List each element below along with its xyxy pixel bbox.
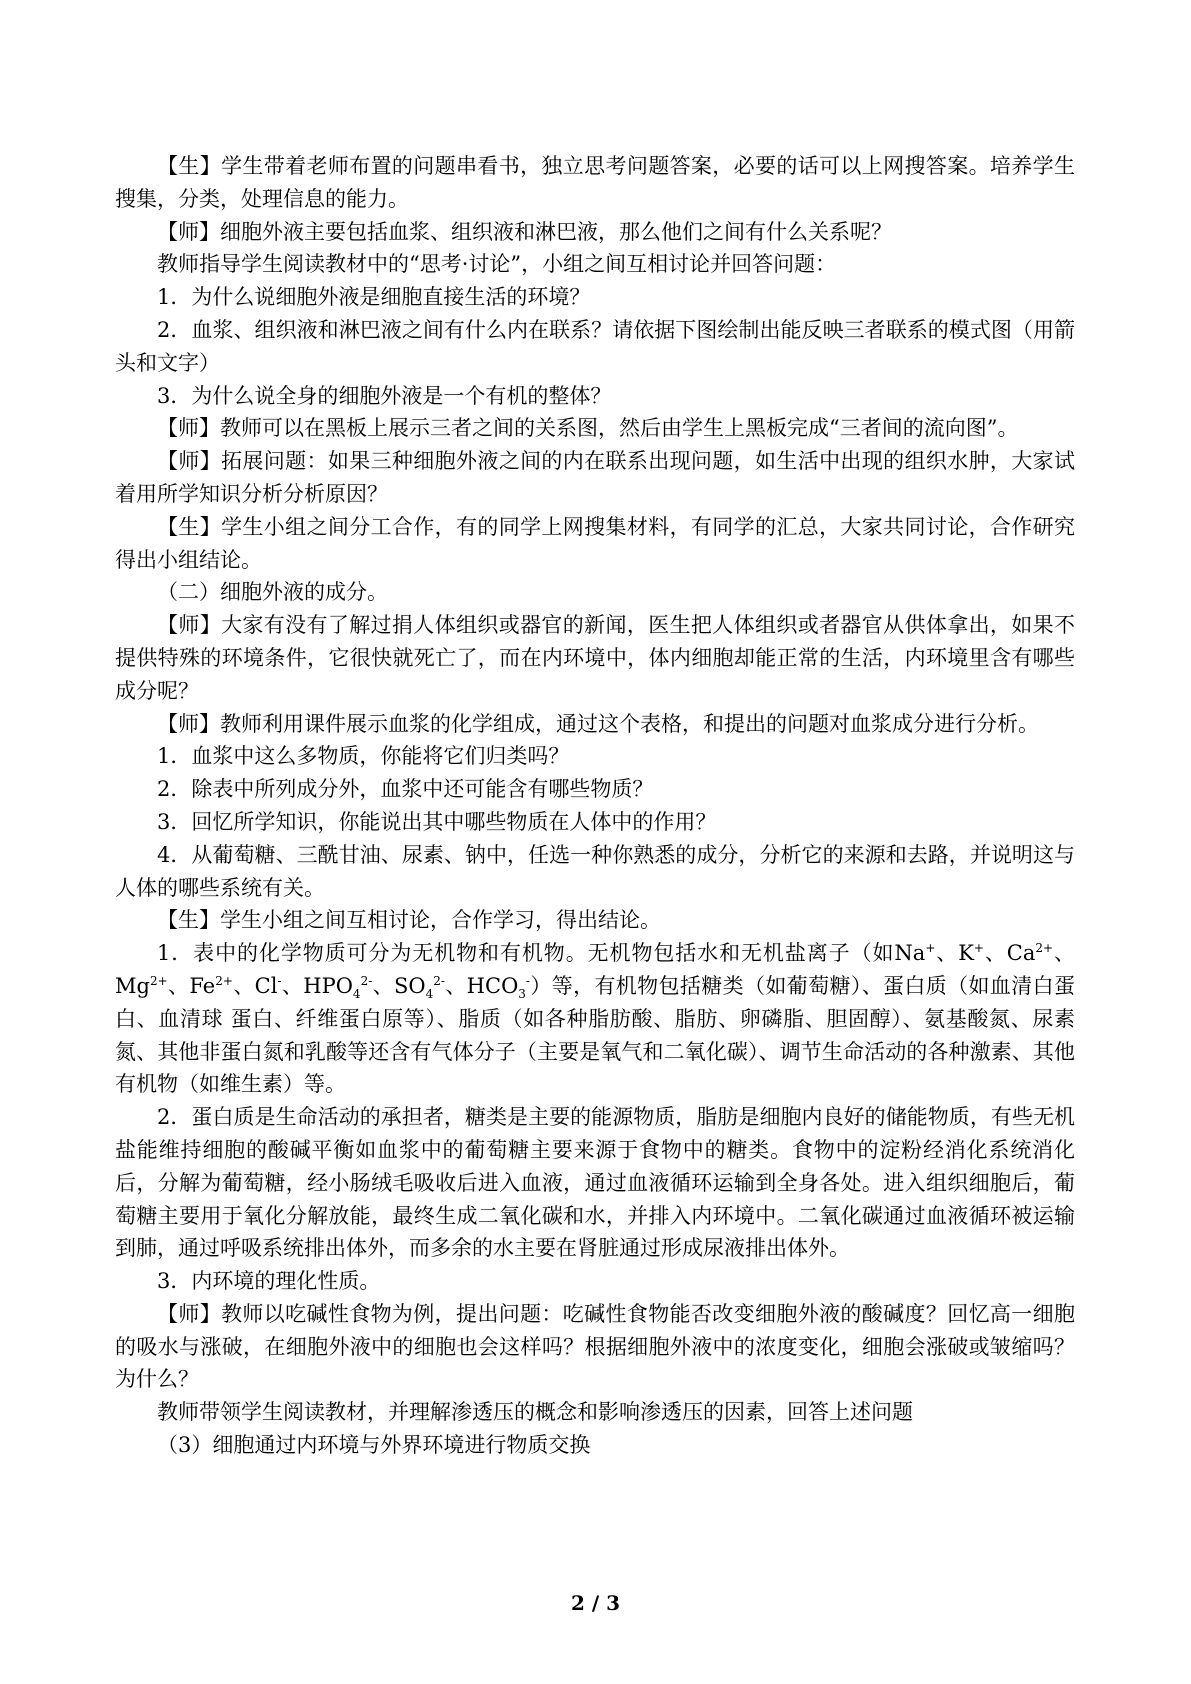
- page-number: 2 / 3: [570, 1591, 621, 1615]
- paragraph: 【师】教师可以在黑板上展示三者之间的关系图，然后由学生上黑板完成“三者间的流向图”。: [157, 416, 1019, 441]
- ion-so: 、SO: [372, 973, 426, 998]
- ion-rest: ）等，有机物包括糖类（如葡萄糖）、蛋白质（如血清白蛋白、血清球 蛋白、纤维蛋白原等）、脂质（如各种脂肪酸、脂肪、卵磷脂、胆固醇）、氨基酸氮、尿素氮、其他非蛋白氮和乳酸等还含有气体分子（主要是氧气和二氧化碳）、调节生命活动的各种激素、其他有机物（如维生素）等。: [115, 973, 1075, 1097]
- question-item: 3．回忆所学知识，你能说出其中哪些物质在人体中的作用？: [157, 809, 717, 834]
- ion-fe: 、Fe: [167, 973, 216, 998]
- question-item: 2．血浆、组织液和淋巴液之间有什么内在联系？请依据下图绘制出能反映三者联系的模式图（用箭头和文字）: [115, 317, 1075, 375]
- section-heading: （3）细胞通过内环境与外界环境进行物质交换: [157, 1433, 591, 1458]
- ion-cl: 、Cl: [232, 973, 278, 998]
- paragraph: 教师带领学生阅读教材，并理解渗透压的概念和影响渗透压的因素，回答上述问题: [157, 1400, 913, 1425]
- ion-intro: 1．表中的化学物质可分为无机物和有机物。无机物包括水和无机盐离子（如: [157, 941, 895, 966]
- section-heading: （二）细胞外液的成分。: [157, 580, 388, 605]
- paragraph: 【生】学生小组之间互相讨论，合作学习，得出结论。: [157, 908, 661, 933]
- question-item: 3．为什么说全身的细胞外液是一个有机的整体？: [157, 383, 612, 408]
- ion-so-charge: 2-: [433, 973, 445, 988]
- ion-mg: 、Mg: [115, 941, 1075, 998]
- section-heading: 3．内环境的理化性质。: [157, 1269, 381, 1294]
- ion-cl-charge: -: [277, 973, 282, 988]
- paragraph: 【生】学生小组之间分工合作，有的同学上网搜集材料，有同学的汇总，大家共同讨论，合作研究得出小组结论。: [115, 514, 1075, 572]
- ion-hpo-charge: 2-: [360, 973, 373, 988]
- paragraph: 【师】大家有没有了解过捐人体组织或器官的新闻，医生把人体组织或者器官从供体拿出，如果不提供特殊的环境条件，它很快就死亡了，而在内环境中，体内细胞却能正常的生活，内环境里含有哪些成分呢？: [115, 613, 1075, 703]
- ion-k: 、K: [935, 941, 974, 966]
- paragraph: 【师】教师以吃碱性食物为例，提出问题：吃碱性食物能否改变细胞外液的酸碱度？回忆高一细胞的吸水与涨破，在细胞外液中的细胞也会这样吗？根据细胞外液中的浓度变化，细胞会涨破或皱缩吗？为什么？: [115, 1301, 1075, 1392]
- ion-fe-charge: 2+: [215, 973, 233, 988]
- paragraph: 【生】学生带着老师布置的问题串看书，独立思考问题答案，必要的话可以上网搜答案。培养学生搜集，分类，处理信息的能力。: [115, 154, 1075, 211]
- ion-hpo-subscript: 4: [352, 987, 361, 1002]
- paragraph: 【师】细胞外液主要包括血浆、组织液和淋巴液，那么他们之间有什么关系呢？: [157, 219, 892, 244]
- ion-mg-charge: 2+: [149, 973, 168, 988]
- paragraph: 【师】拓展问题：如果三种细胞外液之间的内在联系出现问题，如生活中出现的组织水肿，大家试着用所学知识分析分析原因？: [115, 449, 1075, 506]
- question-item: 2．除表中所列成分外，血浆中还可能含有哪些物质？: [157, 777, 654, 802]
- ion-na-charge: +: [925, 941, 936, 956]
- ion-hco: 、HCO: [444, 973, 519, 998]
- question-item: 4．从葡萄糖、三酰甘油、尿素、钠中，任选一种你熟悉的成分，分析它的来源和去路，并说明这与人体的哪些系统有关。: [115, 842, 1075, 900]
- ion-na: Na: [894, 941, 926, 966]
- ion-hpo: 、HPO: [281, 973, 353, 998]
- paragraph: 教师指导学生阅读教材中的“思考·讨论”，小组之间互相讨论并回答问题：: [157, 252, 837, 277]
- ion-hco-subscript: 3: [518, 987, 526, 1002]
- ion-ca-charge: 2+: [1035, 941, 1054, 956]
- paragraph: 【师】教师利用课件展示血浆的化学组成，通过这个表格，和提出的问题对血浆成分进行分析。: [157, 711, 1039, 736]
- ion-k-charge: +: [973, 941, 984, 956]
- ion-hco-charge: -: [525, 973, 530, 988]
- ion-so-subscript: 4: [425, 987, 434, 1002]
- paragraph: 2．蛋白质是生命活动的承担者，糖类是主要的能源物质，脂肪是细胞内良好的储能物质，有些无机盐能维持细胞的酸碱平衡如血浆中的葡萄糖主要来源于食物中的糖类。食物中的淀粉经消化系统消化后，分解为葡萄糖，经小肠绒毛吸收后进入血液，通过血液循环运输到全身各处。进入组织细胞后，葡萄糖主要用于氧化分解放能，最终生成二氧化碳和水，并排入内环境中。二氧化碳通过血液循环被运输到肺，通过呼吸系统排出体外，而多余的水主要在肾脏通过形成尿液排出体外。: [115, 1105, 1075, 1261]
- ion-paragraph: [115, 937, 1075, 1101]
- question-item: 1．血浆中这么多物质，你能将它们归类吗？: [157, 744, 570, 769]
- ion-ca: 、Ca: [983, 941, 1036, 966]
- question-item: 1．为什么说细胞外液是细胞直接生活的环境？: [157, 285, 591, 310]
- document-body: [115, 150, 1075, 1462]
